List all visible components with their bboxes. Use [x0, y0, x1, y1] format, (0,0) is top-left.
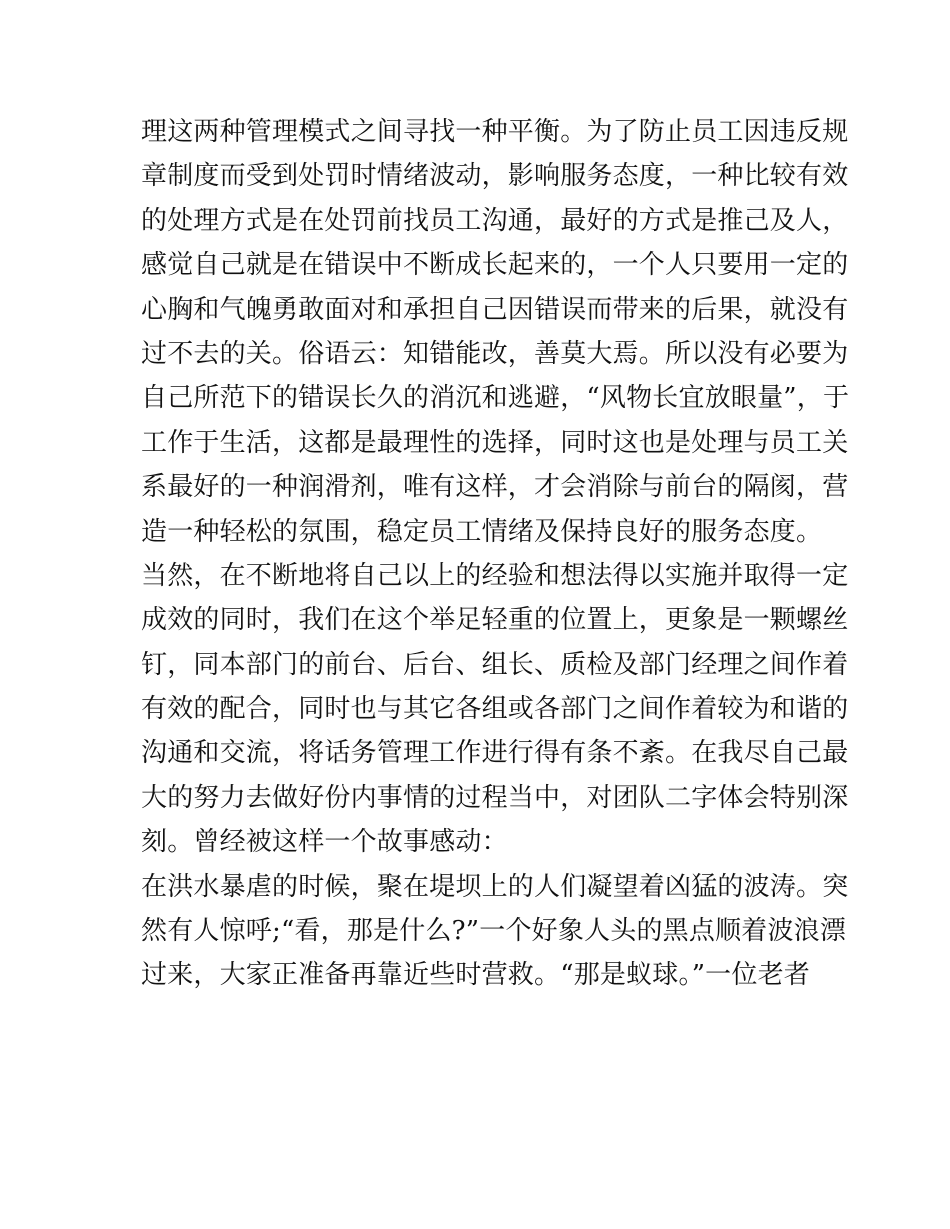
text-line: 的处理方式是在处罚前找员工沟通，最好的方式是推己及人， — [141, 205, 849, 236]
text-line: 心胸和气魄勇敢面对和承担自己因错误而带来的后果，就没有 — [141, 294, 849, 325]
text-line: 造一种轻松的氛围，稳定员工情绪及保持良好的服务态度。 — [141, 516, 823, 547]
text-line: 钉，同本部门的前台、后台、组长、质检及部门经理之间作着 — [141, 649, 849, 680]
text-line: 当然，在不断地将自己以上的经验和想法得以实施并取得一定 — [141, 560, 849, 591]
text-line: 刻。曾经被这样一个故事感动： — [141, 827, 508, 858]
text-line: 大的努力去做好份内事情的过程当中，对团队二字体会特别深 — [141, 782, 849, 813]
text-line: 工作于生活，这都是最理性的选择，同时这也是处理与员工关 — [141, 427, 849, 458]
text-line: 有效的配合，同时也与其它各组或各部门之间作着较为和谐的 — [141, 694, 849, 725]
text-line: 成效的同时，我们在这个举足轻重的位置上，更象是一颗螺丝 — [141, 605, 849, 636]
text-line: 自己所范下的错误长久的消沉和逃避，“风物长宜放眼量”，于 — [141, 383, 850, 414]
text-line: 过不去的关。俗语云：知错能改，善莫大焉。所以没有必要为 — [141, 338, 849, 369]
text-line: 理这两种管理模式之间寻找一种平衡。为了防止员工因违反规 — [141, 117, 849, 147]
text-line: 沟通和交流，将话务管理工作进行得有条不紊。在我尽自己最 — [141, 738, 849, 769]
text-line: 在洪水暴虐的时候，聚在堤坝上的人们凝望着凶猛的波涛。突 — [141, 871, 849, 902]
text-line: 系最好的一种润滑剂，唯有这样，才会消除与前台的隔阂，营 — [141, 472, 849, 503]
text-line: 过来，大家正准备再靠近些时营救。“那是蚁球。”一位老者 — [141, 960, 810, 991]
text-line: 章制度而受到处罚时情绪波动，影响服务态度，一种比较有效 — [141, 161, 849, 192]
text-line: 然有人惊呼;“看，那是什么?”一个好象人头的黑点顺着波浪漂 — [141, 916, 847, 947]
document-body — [141, 110, 850, 998]
text-line: 感觉自己就是在错误中不断成长起来的，一个人只要用一定的 — [141, 250, 849, 281]
